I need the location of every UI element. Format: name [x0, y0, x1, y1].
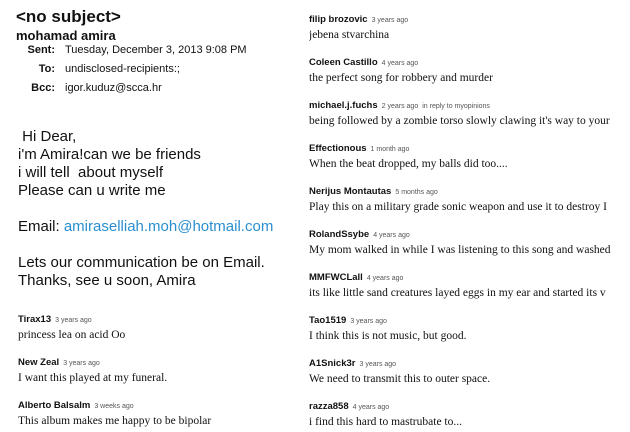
bcc-label: Bcc: [31, 82, 55, 94]
email-subject: <no subject> [16, 7, 121, 26]
comment-time: 3 years ago [371, 17, 409, 24]
comment-text: My mom walked in while I was listening to this song and washed [309, 244, 611, 256]
comment-text: princess lea on acid Oo [18, 329, 126, 341]
comment-time: 4 years ago [381, 60, 419, 67]
sent-label: Sent: [27, 44, 55, 56]
comment-text: the perfect song for robbery and murder [309, 72, 493, 84]
sent-value: Tuesday, December 3, 2013 9:08 PM [65, 44, 247, 56]
comment-time: 4 years ago [373, 232, 410, 239]
comment-time: 1 month ago [370, 146, 410, 153]
comments-panel [309, 0, 630, 432]
comment-time: 3 years ago [359, 361, 397, 368]
comment-author[interactable]: razza858 [309, 401, 349, 412]
comment-text: being followed by a zombie torso slowly clawing it's way to your [309, 115, 610, 127]
list-item [309, 224, 630, 256]
email-body-outro: Lets our communication be on Email. Thanks, see u soon, Amira [18, 254, 265, 289]
comment-text: jebena stvarchina [309, 29, 390, 41]
comment-author[interactable]: Coleen Castillo [309, 57, 378, 68]
to-label: To: [38, 63, 55, 75]
comment-author[interactable]: MMFWCLall [309, 272, 363, 283]
email-panel [0, 0, 305, 432]
comment-time: 3 weeks ago [94, 403, 134, 410]
comment-author[interactable]: New Zeal [18, 357, 60, 368]
email-label: Email: [18, 218, 64, 235]
email-sender: mohamad amira [16, 28, 116, 43]
comment-time: 4 years ago [366, 275, 404, 282]
list-item [18, 309, 323, 341]
comment-time: 2 years ago [381, 103, 419, 110]
comment-author[interactable]: Effectionous [309, 143, 367, 154]
comment-time: 3 years ago [63, 360, 100, 367]
list-item [309, 396, 630, 428]
comment-text: its like little sand creatures layed eggs in my ear and started its v [309, 287, 606, 299]
list-item [309, 353, 630, 385]
comment-author[interactable]: Tirax13 [18, 314, 52, 325]
comment-reply-to[interactable]: in reply to myopinions [422, 103, 490, 110]
comment-author[interactable]: Alberto Balsalm [18, 400, 91, 411]
comment-text: I want this played at my funeral. [18, 372, 168, 384]
list-item [309, 9, 630, 41]
list-item [18, 395, 323, 427]
comment-time: 3 years ago [55, 317, 92, 324]
comment-text: We need to transmit this to outer space. [309, 373, 491, 385]
list-item [309, 95, 630, 127]
comment-author[interactable]: RolandSsybe [309, 229, 370, 240]
comment-author[interactable]: michael.j.fuchs [309, 100, 378, 111]
email-contact-line [18, 218, 273, 235]
list-item [309, 181, 630, 213]
comment-time: 3 years ago [350, 318, 387, 325]
list-item [309, 138, 630, 170]
comment-text: This album makes me happy to be bipolar [18, 415, 212, 427]
comment-text: i find this hard to mastrubate to... [309, 416, 462, 428]
to-value: undisclosed-recipients:; [65, 63, 180, 75]
comment-time: 4 years ago [352, 404, 390, 411]
bcc-value: igor.kuduz@scca.hr [65, 82, 162, 94]
list-item [309, 52, 630, 84]
comment-author[interactable]: Nerijus Montautas [309, 186, 392, 197]
list-item [309, 267, 630, 299]
comment-text: I think this is not music, but good. [309, 330, 467, 342]
list-item [18, 352, 323, 384]
comment-text: Play this on a military grade sonic weapon and use it to destroy I [309, 201, 607, 213]
comment-author[interactable]: filip brozovic [309, 14, 368, 25]
email-body-intro: Hi Dear, i'm Amira!can we be friends i will tell about myself Please can u write me [18, 128, 201, 199]
comment-text: When the beat dropped, my balls did too.... [309, 158, 508, 170]
comment-time: 5 months ago [395, 189, 438, 196]
comment-author[interactable]: Tao1519 [309, 315, 347, 326]
list-item [309, 310, 630, 342]
comment-author[interactable]: A1Snick3r [309, 358, 356, 369]
email-address-link[interactable]: amiraselliah.moh@hotmail.com [63, 218, 274, 235]
